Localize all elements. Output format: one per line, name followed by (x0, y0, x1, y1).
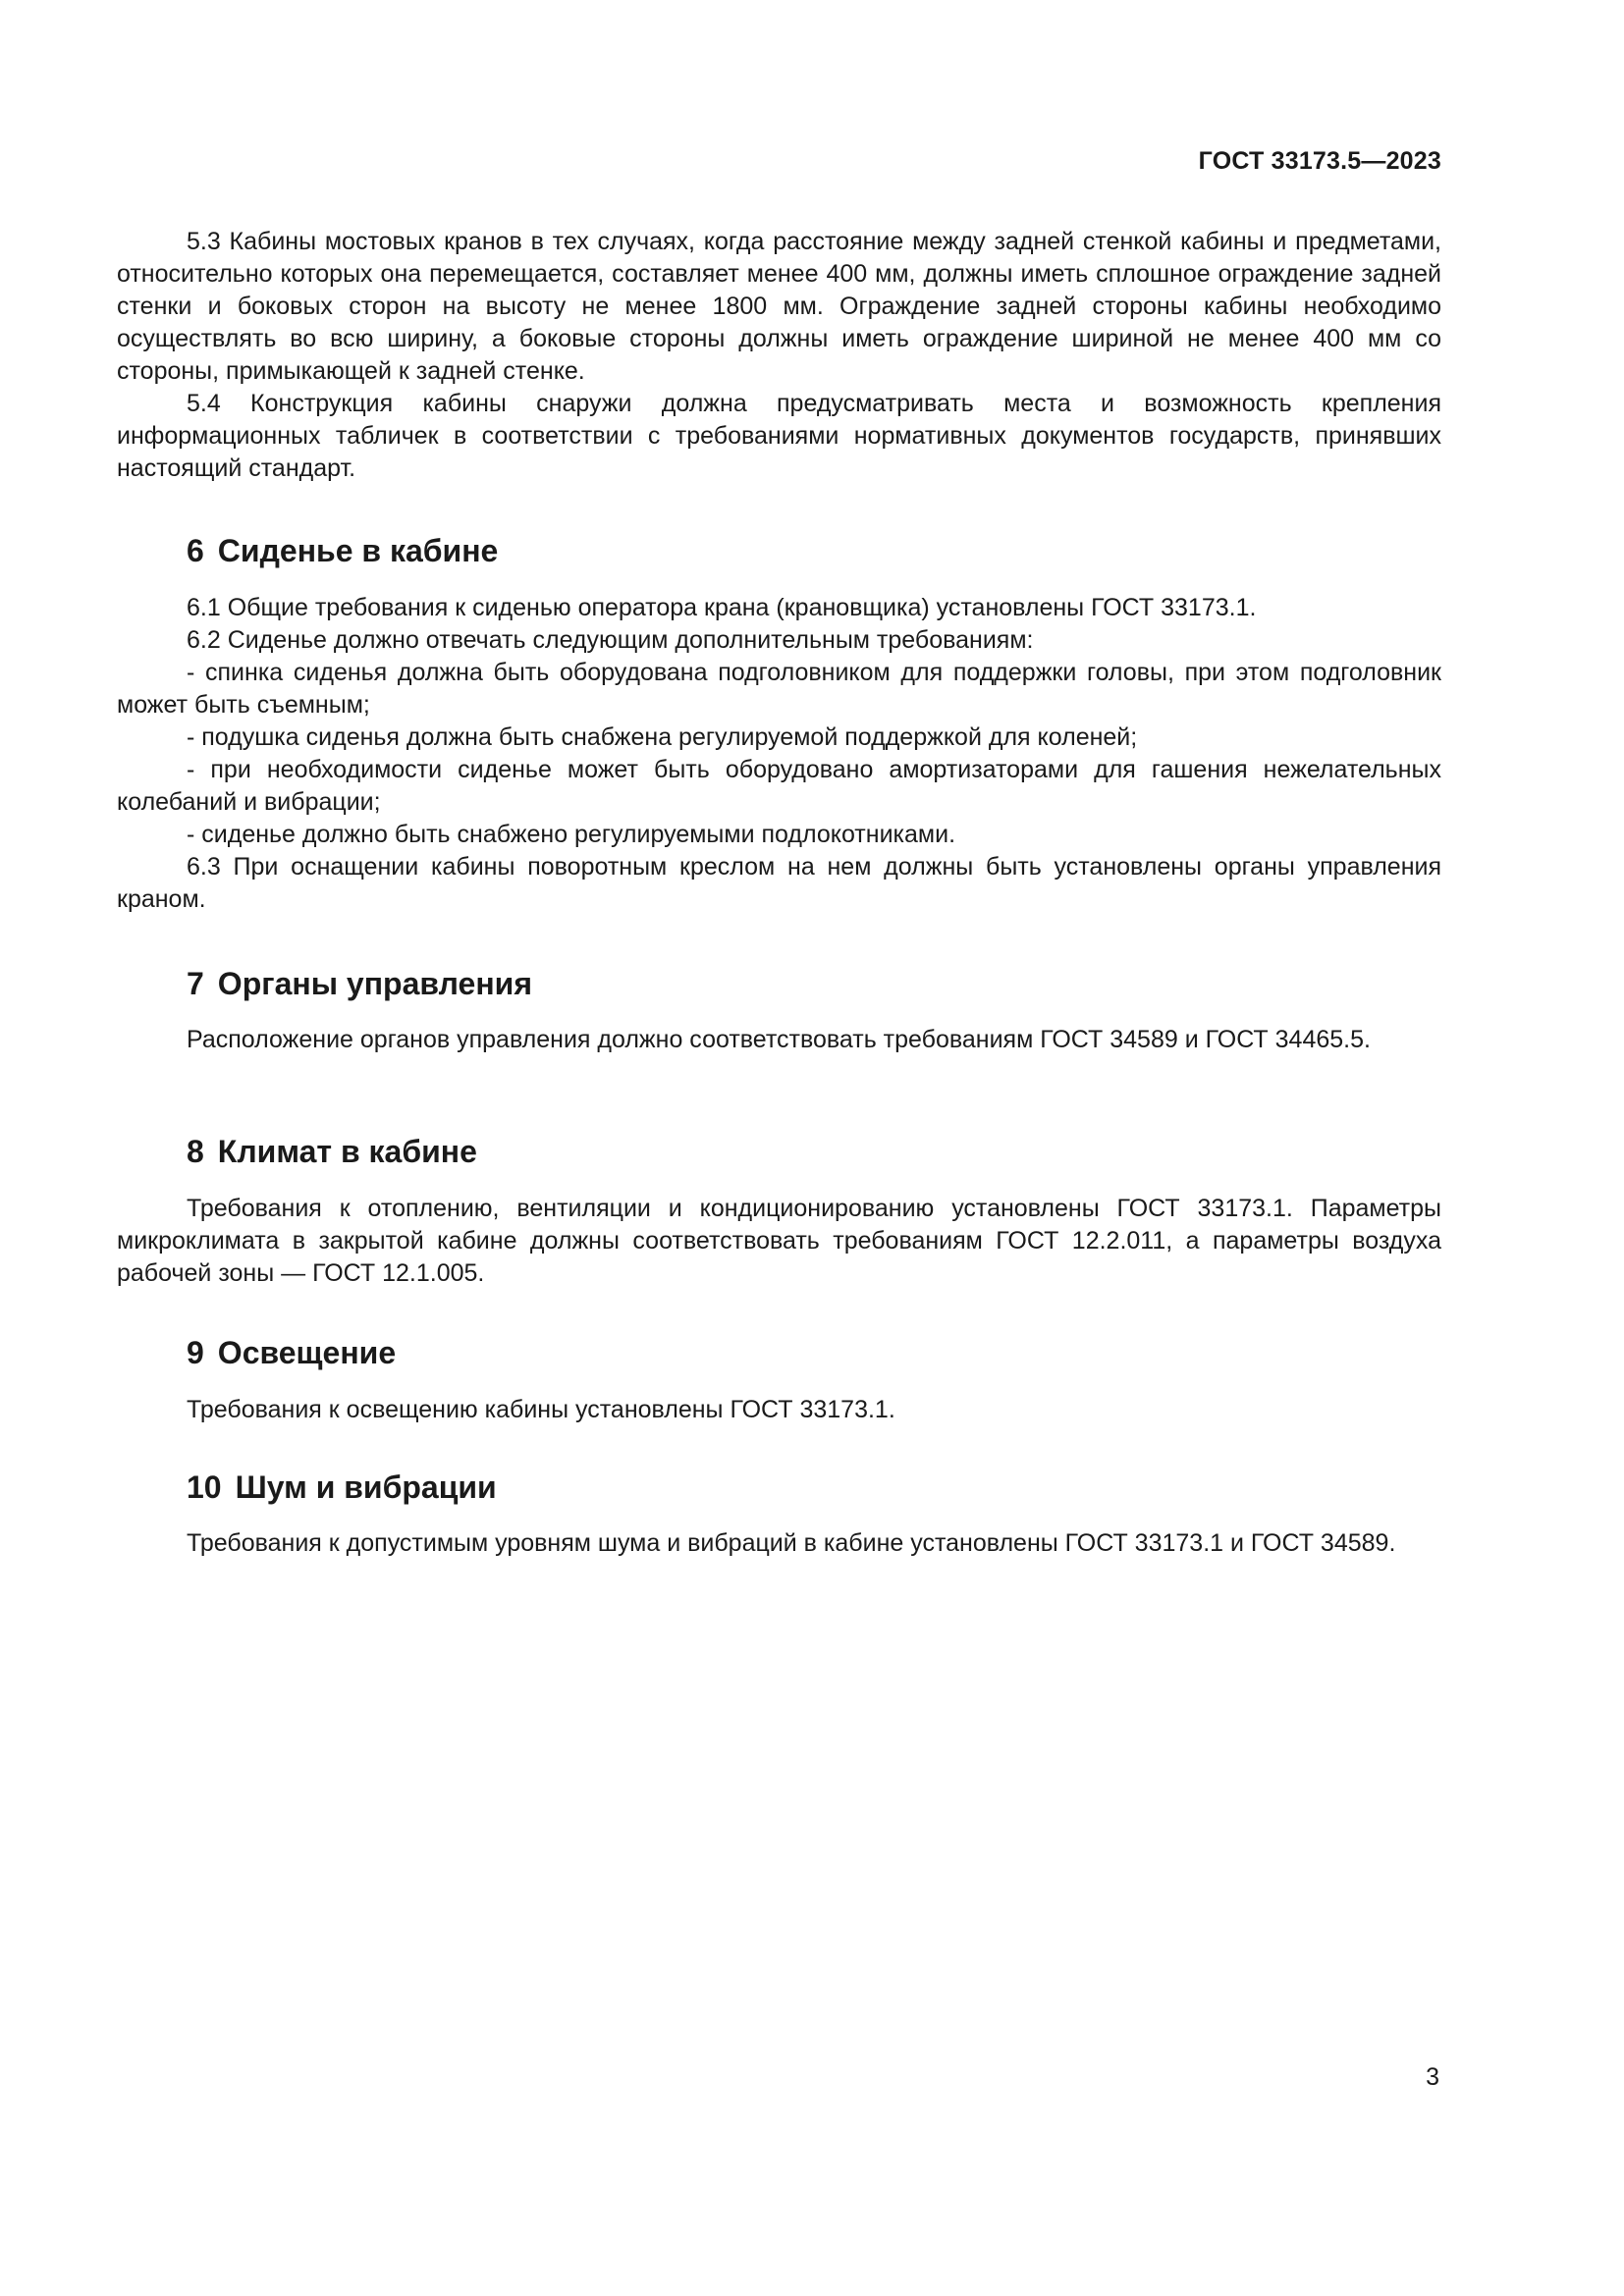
paragraph: Требования к отоплению, вентиляции и кондиционированию установлены ГОСТ 33173.1. Параметры микроклимата в закрытой кабине должны соответствовать требованиям ГОСТ 12.2.011, а параметры воздуха рабочей зоны — ГОСТ 12.1.005. (117, 1195, 1441, 1287)
section-10-text (117, 1527, 1441, 1560)
list-item: - при необходимости сиденье может быть оборудовано амортизаторами для гашения нежелательных колебаний и вибрации; (117, 756, 1441, 816)
section-title: Органы управления (217, 966, 532, 1001)
section-number: 8 (187, 1134, 204, 1169)
section-6-text (117, 592, 1441, 916)
section-title: Освещение (217, 1335, 397, 1370)
section-6-heading (187, 533, 498, 569)
intro-text-block (117, 226, 1441, 485)
section-title: Климат в кабине (217, 1134, 477, 1169)
document-code: ГОСТ 33173.5—2023 (1198, 147, 1441, 175)
list-item: - спинка сиденья должна быть оборудована подголовником для поддержки головы, при этом подголовник может быть съемным; (117, 659, 1441, 719)
page-number: 3 (1426, 2063, 1439, 2091)
section-9-heading (187, 1335, 396, 1371)
list-item: - подушка сиденья должна быть снабжена регулируемой поддержкой для коленей; (187, 723, 1138, 751)
section-9-text (117, 1394, 1441, 1426)
section-title: Шум и вибрации (235, 1469, 497, 1505)
section-number: 10 (187, 1469, 222, 1505)
section-8-text (117, 1193, 1441, 1290)
section-10-heading (187, 1469, 497, 1506)
paragraph-5-3: 5.3 Кабины мостовых кранов в тех случаях, когда расстояние между задней стенкой кабины и предметами, относительно которых она перемещается, составляет менее 400 мм, должны иметь сплошное ограждение задней стенки и боковых сторон на высоту не менее 1800 мм. Ограждение задней стороны кабины необходимо осуществлять во всю ширину, а боковые стороны должны иметь ограждение шириной не менее 400 мм со стороны, примыкающей к задней стенке. (117, 228, 1441, 385)
paragraph-6-2: 6.2 Сиденье должно отвечать следующим дополнительным требованиям: (187, 626, 1034, 654)
section-number: 6 (187, 533, 204, 568)
section-7-heading (187, 966, 532, 1002)
paragraph: Расположение органов управления должно соответствовать требованиям ГОСТ 34589 и ГОСТ 34465.5. (187, 1026, 1371, 1053)
paragraph-5-4: 5.4 Конструкция кабины снаружи должна предусматривать места и возможность крепления информационных табличек в соответствии с требованиями нормативных документов государств, принявших настоящий стандарт. (117, 390, 1441, 482)
section-number: 9 (187, 1335, 204, 1370)
section-7-text (117, 1024, 1441, 1056)
paragraph-6-1: 6.1 Общие требования к сиденью оператора крана (крановщика) установлены ГОСТ 33173.1. (187, 594, 1257, 621)
paragraph: Требования к освещению кабины установлены ГОСТ 33173.1. (187, 1396, 895, 1423)
paragraph: Требования к допустимым уровням шума и вибраций в кабине установлены ГОСТ 33173.1 и ГОСТ 34589. (187, 1529, 1396, 1557)
section-title: Сиденье в кабине (217, 533, 499, 568)
section-number: 7 (187, 966, 204, 1001)
paragraph-6-3: 6.3 При оснащении кабины поворотным креслом на нем должны быть установлены органы управления краном. (117, 853, 1441, 913)
section-8-heading (187, 1134, 477, 1170)
list-item: - сиденье должно быть снабжено регулируемыми подлокотниками. (187, 821, 956, 848)
